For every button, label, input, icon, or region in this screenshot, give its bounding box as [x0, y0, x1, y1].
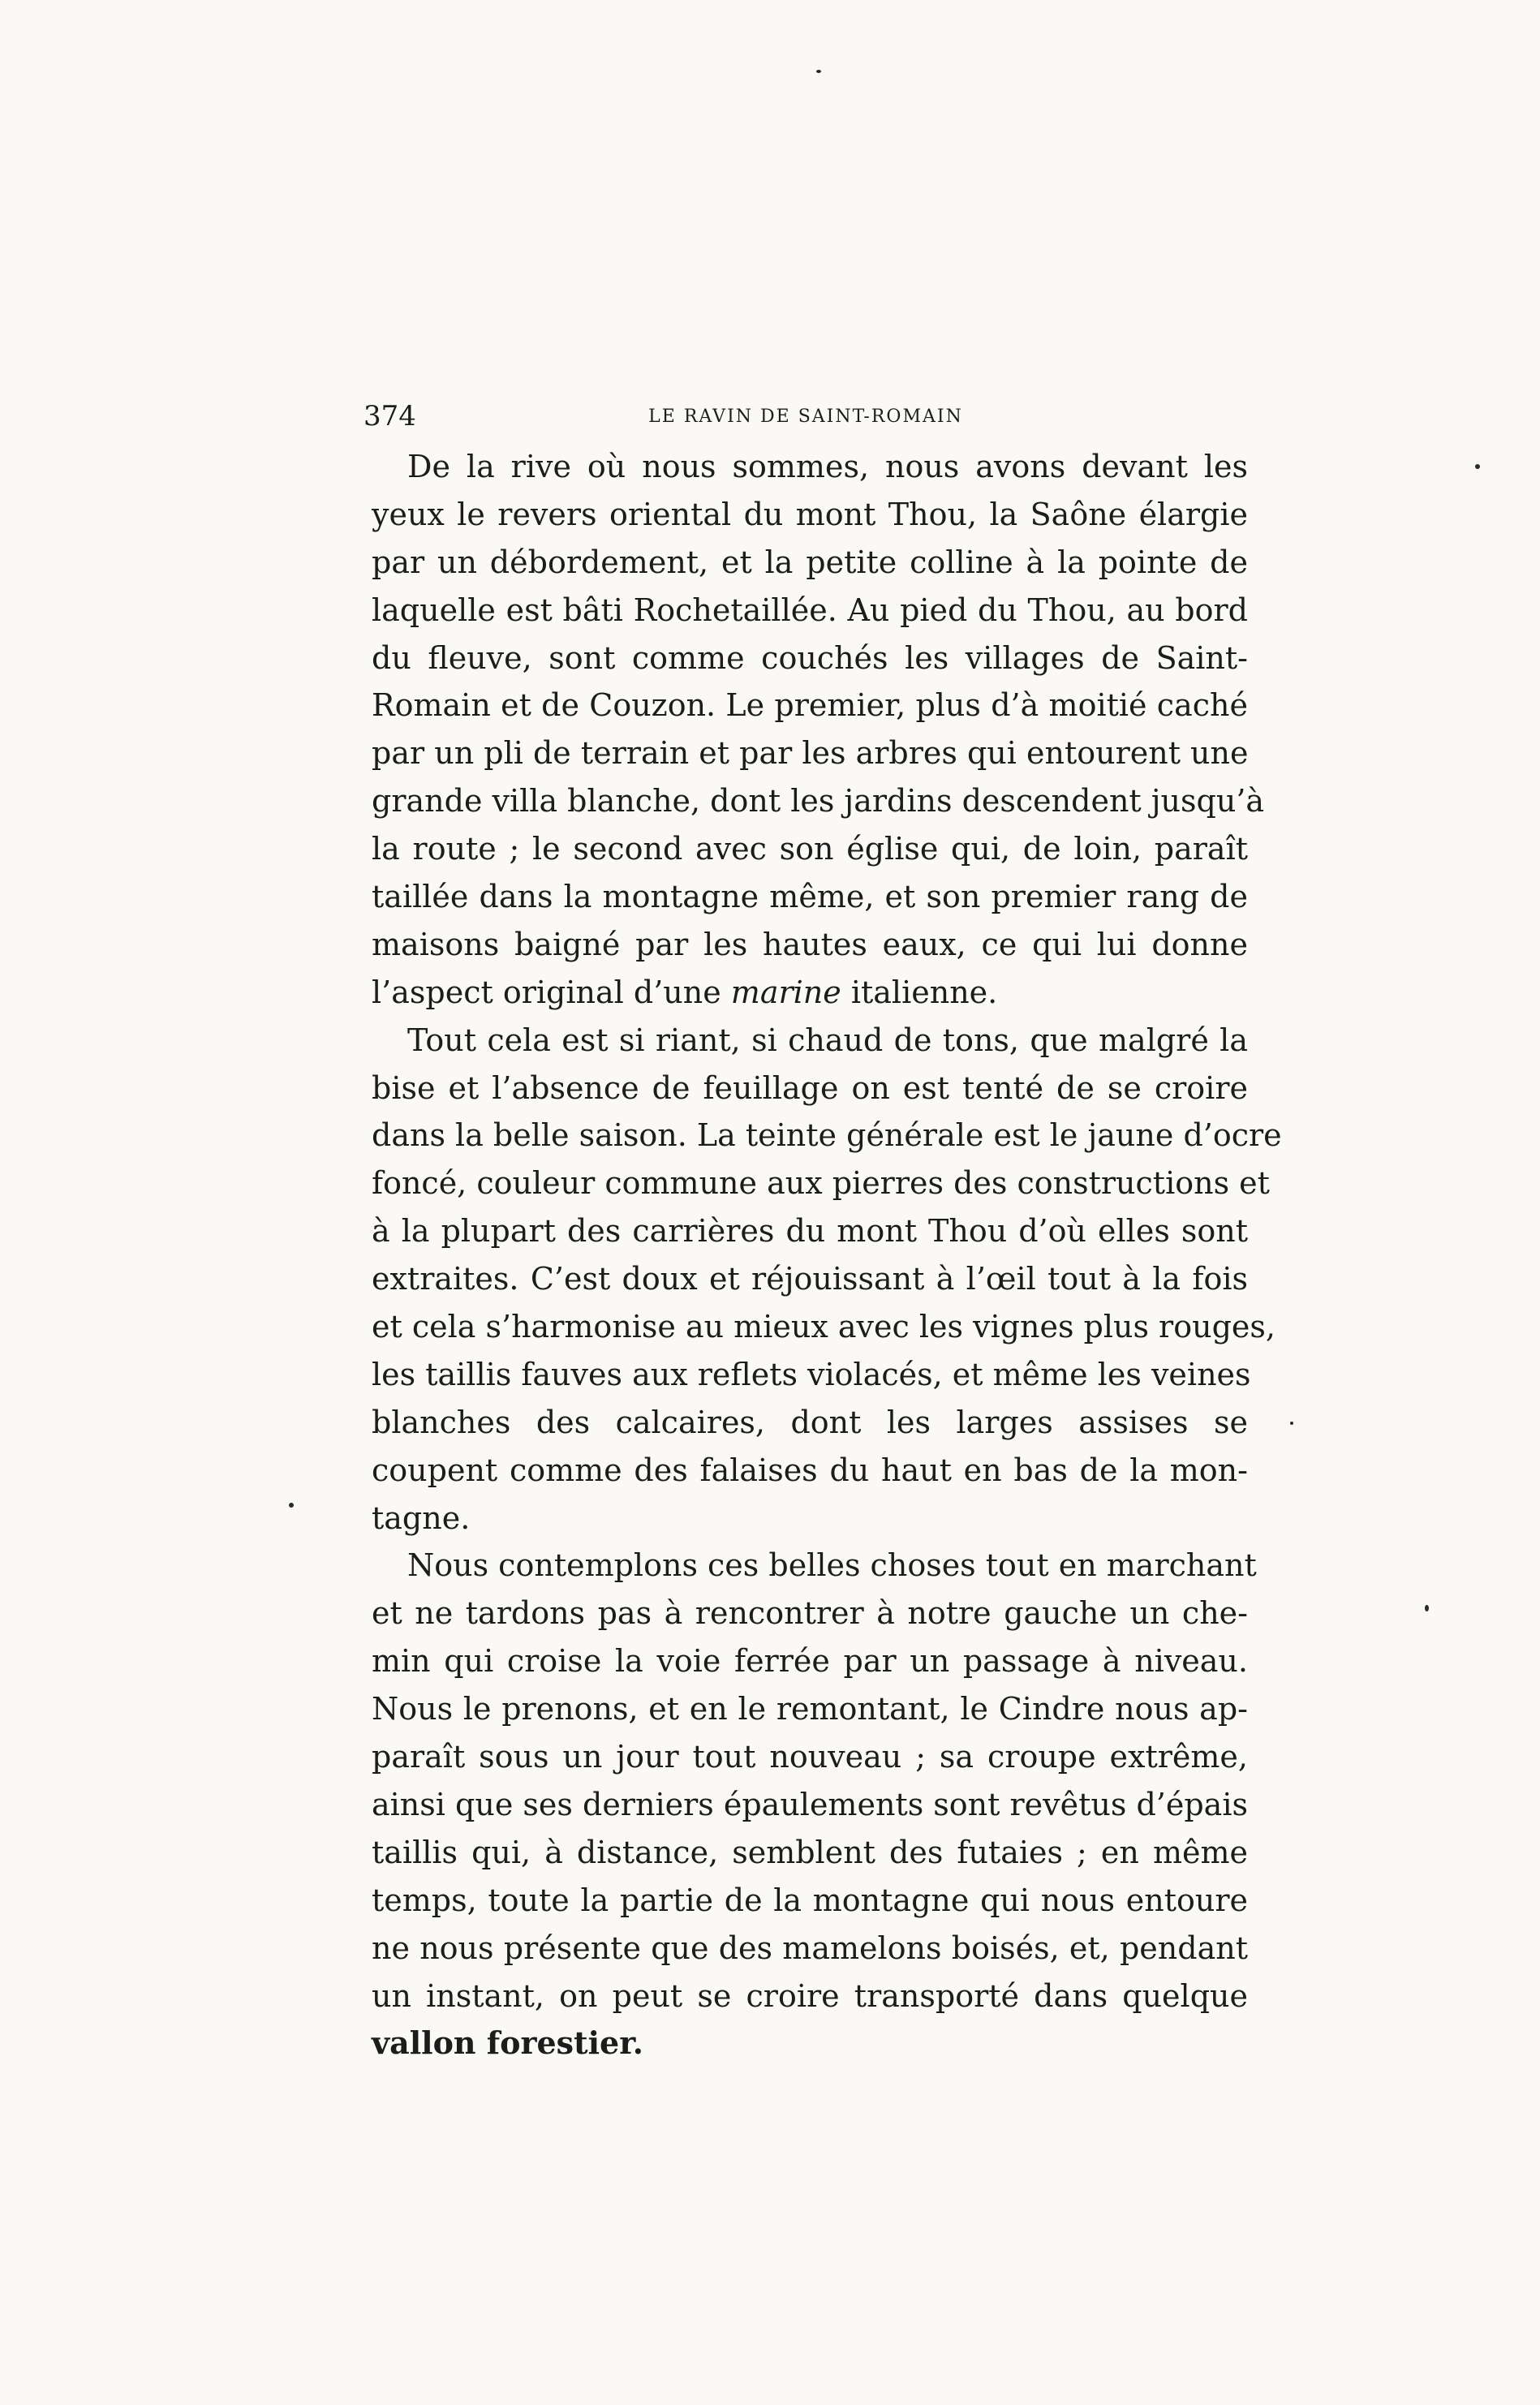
- text-line: et ne tardons pas à rencontrer à notre gauche un che-: [372, 1595, 1248, 1632]
- paragraph: [372, 1542, 1257, 2067]
- page-number: 374: [363, 400, 416, 432]
- paragraph: [372, 1017, 1282, 1542]
- text-line: coupent comme des falaises du haut en bas de la mon-: [372, 1452, 1248, 1488]
- page-speck: [1475, 464, 1480, 469]
- page-header: [363, 398, 1248, 435]
- text-line: et cela s’harmonise au mieux avec les vignes plus rouges,: [372, 1309, 1275, 1345]
- text-line: Tout cela est si riant, si chaud de tons, que malgré la: [407, 1022, 1248, 1058]
- text-line: un instant, on peut se croire transporté dans quelque: [372, 1977, 1248, 2014]
- paragraph: [372, 443, 1265, 1017]
- text-line: taillis qui, à distance, semblent des futaies ; en même: [372, 1834, 1248, 1870]
- text-line: laquelle est bâti Rochetaillée. Au pied du Thou, au bord: [372, 592, 1248, 628]
- text-line: foncé, couleur commune aux pierres des constructions et: [372, 1165, 1270, 1202]
- text-line: grande villa blanche, dont les jardins descendent jusqu’à: [372, 783, 1265, 820]
- text-line: blanches des calcaires, dont les larges assises se: [372, 1404, 1248, 1440]
- text-line: à la plupart des carrières du mont Thou d’où elles sont: [372, 1213, 1248, 1250]
- page-speck: [1425, 1605, 1429, 1611]
- text-line: Romain et de Couzon. Le premier, plus d’à moitié caché: [372, 687, 1248, 724]
- italic-word: marine: [730, 974, 841, 1010]
- page-speck: [816, 70, 821, 73]
- text-line: ainsi que ses derniers épaulements sont revêtus d’épais: [372, 1786, 1248, 1822]
- text-line: Nous contemplons ces belles choses tout en marchant: [407, 1547, 1257, 1584]
- text-line: ne nous présente que des mamelons boisés, et, pendant: [372, 1930, 1248, 1966]
- text-line: par un pli de terrain et par les arbres qui entourent une: [372, 735, 1249, 772]
- text-line: temps, toute la partie de la montagne qui nous entoure: [372, 1882, 1248, 1918]
- text-line: les taillis fauves aux reflets violacés, et même les veines: [372, 1356, 1251, 1392]
- text-line: extraites. C’est doux et réjouissant à l’œil tout à la fois: [372, 1261, 1248, 1297]
- text-line: par un débordement, et la petite colline à la pointe de: [372, 544, 1248, 580]
- text-line: la route ; le second avec son église qui, de loin, paraît: [372, 831, 1248, 867]
- text-line: paraît sous un jour tout nouveau ; sa croupe extrême,: [372, 1739, 1248, 1775]
- running-head: LE RAVIN DE SAINT-ROMAIN: [648, 407, 963, 427]
- text-line: maisons baigné par les hautes eaux, ce qui lui donne: [372, 926, 1248, 962]
- text-line: tagne.: [372, 1499, 471, 1536]
- text-line: bise et l’absence de feuillage on est tenté de se croire: [372, 1069, 1248, 1106]
- text-line: dans la belle saison. La teinte générale est le jaune d’ocre: [372, 1117, 1282, 1154]
- page-speck: [1290, 1422, 1293, 1425]
- text-run: l’aspect original d’une: [372, 974, 731, 1010]
- page-speck: [289, 1503, 294, 1508]
- text-line: Nous le prenons, et en le remontant, le Cindre nous ap-: [372, 1691, 1248, 1727]
- text-line: [372, 969, 1248, 1017]
- text-run: italienne.: [841, 974, 998, 1010]
- body-text: [372, 443, 1282, 2067]
- text-line: De la rive où nous sommes, nous avons devant les: [407, 449, 1248, 484]
- text-line: min qui croise la voie ferrée par un passage à niveau.: [372, 1643, 1248, 1680]
- text-line: taillée dans la montagne même, et son premier rang de: [372, 879, 1248, 915]
- text-line: vallon forestier.: [372, 2024, 643, 2062]
- text-line: yeux le revers oriental du mont Thou, la Saône élargie: [372, 496, 1248, 532]
- text-line: du fleuve, sont comme couchés les villages de Saint-: [372, 639, 1248, 676]
